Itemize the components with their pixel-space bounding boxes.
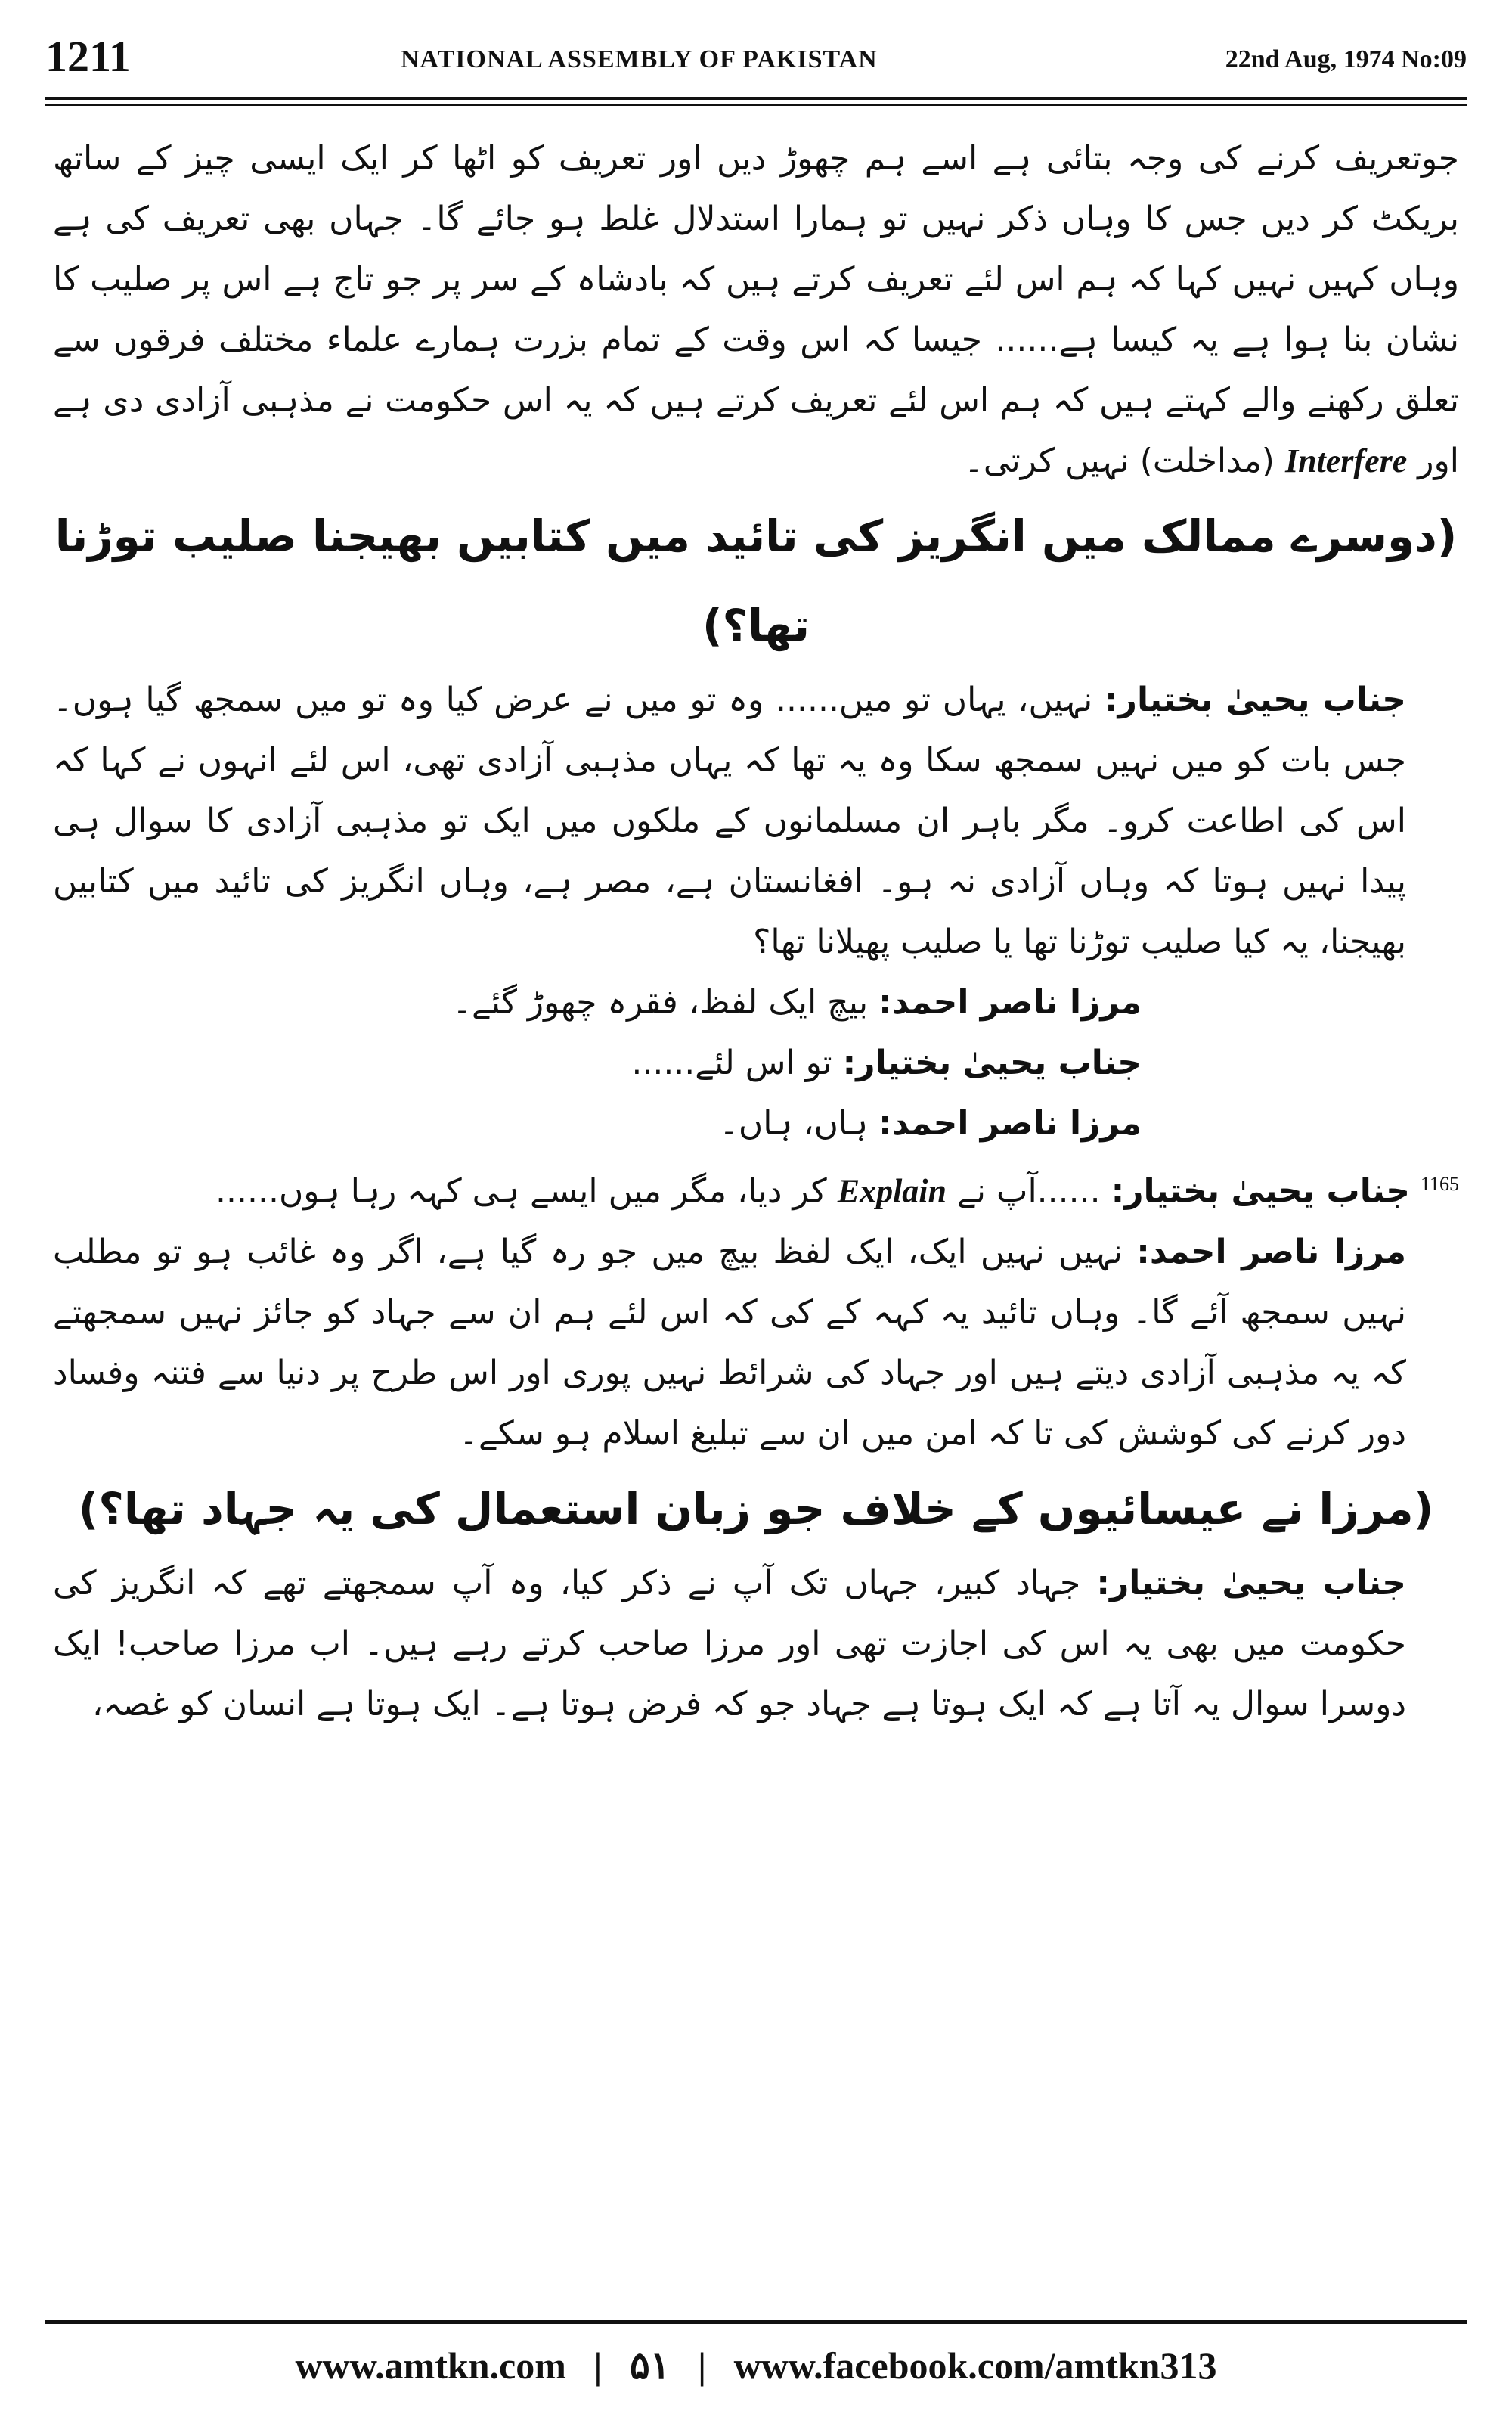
speech-3 (53, 1033, 1459, 1094)
footer-separator: | (593, 2344, 603, 2387)
speech-text: ......آپ نے (957, 1171, 1101, 1211)
speech-1 (53, 670, 1459, 973)
speaker-name: مرزا ناصر احمد: (1136, 1232, 1406, 1271)
speech-2 (53, 973, 1459, 1033)
speech-text: تو اس لئے...... (631, 1044, 832, 1082)
footer-facebook-link[interactable]: www.facebook.com/amtkn313 (733, 2344, 1217, 2387)
speaker-name: مرزا ناصر احمد: (878, 983, 1142, 1022)
speaker-name: جناب یحییٰ بختیار: (1111, 1171, 1410, 1211)
footer-rule (45, 2320, 1467, 2324)
page-header (45, 30, 1467, 91)
speech-7 (53, 1553, 1459, 1735)
speech-text: بیچ ایک لفظ، فقرہ چھوڑ گئے۔ (452, 983, 869, 1022)
page-footer (45, 2335, 1467, 2396)
footer-page-number: ۵۱ (629, 2344, 671, 2387)
speech-4 (53, 1094, 1459, 1154)
paragraph-1-text: جوتعریف کرنے کی وجہ بتائی ہے اسے ہم چھوڑ دیں اور تعریف کو اٹھا کر ایک ایسی چیز کے ساتھ بریکٹ کر دیں جس کا وہاں ذکر نہیں تو ہمارا استدلال غلط ہو جائے گا۔ جہاں بھی تعریف کی ہے وہاں کہیں نہیں کہا کہ ہم اس لئے تعریف کرتے ہیں کہ بادشاہ کے سر پر جو تاج ہے اس پر صلیب کا نشان بنا ہوا ہے یہ کیسا ہے...... جیسا کہ اس وقت کے تمام بزرت ہمارے علماء مختلف فرقوں سے تعلق رکھنے والے کہتے ہیں کہ ہم اس لئے تعریف کرتے ہیں کہ یہ اس حکومت نے مذہبی آزادی دی ہے اور (53, 139, 1459, 480)
page-number: 1211 (45, 32, 131, 81)
speaker-name: مرزا ناصر احمد: (878, 1104, 1142, 1143)
speech-text: جہاد کبیر، جہاں تک آپ نے ذکر کیا، وہ آپ سمجھتے تھے کہ انگریز کی حکومت میں بھی یہ اس کی اجازت تھی اور مرزا صاحب کرتے رہے ہیں۔ اب مرزا صاحب! ایک دوسرا سوال یہ آتا ہے کہ ایک ہوتا ہے جہاد جو کہ فرض ہوتا ہے۔ ایک ہوتا ہے انسان کو غصہ، (53, 1563, 1406, 1723)
header-date: 22nd Aug, 1974 No:09 (1225, 45, 1467, 73)
speech-text-end: کر دیا، مگر میں ایسے ہی کہہ رہا ہوں...... (215, 1171, 827, 1211)
section-heading-1: (دوسرے ممالک میں انگریز کی تائید میں کتابیں بھیجنا صلیب توڑنا تھا؟) (54, 510, 1458, 651)
page-body (53, 129, 1459, 2284)
english-term-explain: Explain (837, 1172, 947, 1210)
reference-number: 1165 (1420, 1173, 1459, 1195)
speaker-name: جناب یحییٰ بختیار: (1096, 1563, 1406, 1602)
footer-separator: | (698, 2344, 707, 2387)
paragraph-1-end: (مداخلت) نہیں کرتی۔ (964, 442, 1275, 480)
speech-6 (53, 1222, 1459, 1464)
header-rule (45, 97, 1467, 100)
speaker-name: جناب یحییٰ بختیار: (842, 1044, 1142, 1082)
english-term-interfere: Interfere (1284, 442, 1408, 479)
speech-text: ہاں، ہاں۔ (719, 1104, 869, 1143)
header-title: NATIONAL ASSEMBLY OF PAKISTAN (401, 45, 878, 73)
section-heading-2: (مرزا نے عیسائیوں کے خلاف جو زبان استعمال کی یہ جہاد تھا؟) (78, 1482, 1434, 1534)
speech-text: نہیں نہیں ایک، ایک لفظ بیچ میں جو رہ گیا ہے، اگر وہ غائب ہو تو مطلب نہیں سمجھ آئے گا۔ وہاں تائید یہ کہہ کے کی کہ اس لئے ہم ان سے جہاد کو جائز نہیں سمجھتے کہ یہ مذہبی آزادی دیتے ہیں اور جہاد کی شرائط نہیں پوری اور اس طرح پر دنیا سے فتنہ وفساد دور کرنے کی کوشش کی تا کہ امن میں ان سے تبلیغ اسلام ہو سکے۔ (53, 1232, 1406, 1453)
header-rule-thin (45, 104, 1467, 106)
speech-5 (53, 1154, 1459, 1222)
speaker-name: جناب یحییٰ بختیار: (1105, 681, 1406, 719)
footer-website-link[interactable]: www.amtkn.com (295, 2344, 566, 2387)
speech-text: نہیں، یہاں تو میں...... وہ تو میں نے عرض کیا وہ تو میں سمجھ گیا ہوں۔ جس بات کو میں نہیں سمجھ سکا وہ یہ تھا کہ یہاں مذہبی آزادی تھی، اس لئے انہوں نے کہا کہ اس کی اطاعت کرو۔ مگر باہر ان مسلمانوں کے ملکوں میں ایک تو مذہبی آزادی کا سوال ہی پیدا نہیں ہوتا کہ وہاں آزادی نہ ہو۔ افغانستان ہے، مصر ہے، وہاں انگریز کی تائید میں کتابیں بھیجنا، یہ کیا صلیب توڑنا تھا یا صلیب پھیلانا تھا؟ (53, 681, 1406, 961)
paragraph-1 (53, 129, 1459, 492)
